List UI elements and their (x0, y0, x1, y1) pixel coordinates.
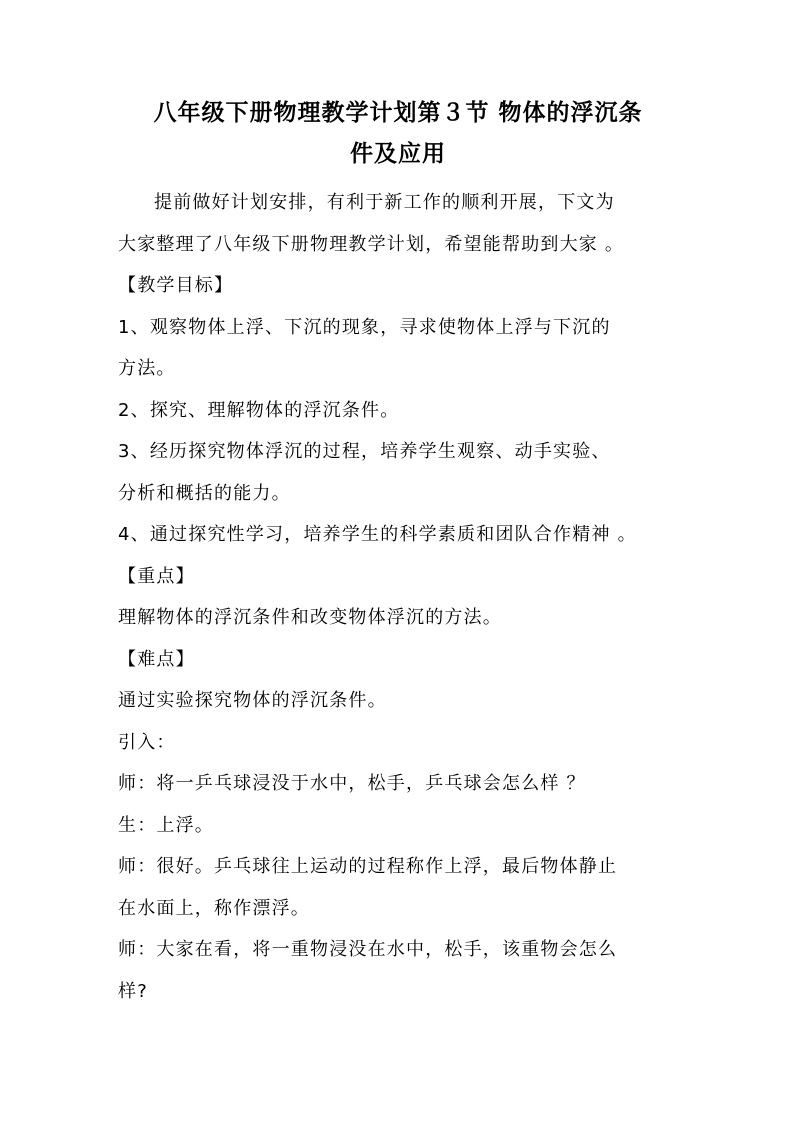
intro-paragraph-line-2: 大家整理了八年级下册物理教学计划，希望能帮助到大家 。 (118, 233, 625, 255)
dialogue-line-3a: 师：很好。乒乓球往上运动的过程称作上浮，最后物体静止 (118, 856, 618, 877)
section-heading-objectives: 【教学目标】 (118, 275, 234, 296)
objective-3-line-1: 3、经历探究物体浮沉的过程，培养学生观察、动手实验、 (118, 441, 611, 462)
section-heading-key-points: 【重点】 (118, 565, 195, 587)
objective-2: 2、探究、理解物体的浮沉条件。 (118, 399, 400, 421)
dialogue-line-1: 师：将一乒乓球浸没于水中，松手，乒乓球会怎么样 ？ (118, 773, 586, 794)
dialogue-line-4a: 师：大家在看，将一重物浸没在水中，松手，该重物会怎么 (118, 939, 618, 960)
document-title (118, 92, 678, 174)
dialogue-line-3b: 在水面上，称作漂浮。 (118, 897, 310, 919)
dialogue-line-2: 生：上浮。 (118, 814, 214, 836)
document-page (118, 92, 678, 1012)
objective-1-line-1: 1、观察物体上浮、下沉的现象，寻求使物体上浮与下沉的 (118, 316, 611, 338)
objective-1-line-2: 方法。 (118, 358, 176, 379)
section-heading-difficulties: 【难点】 (118, 648, 195, 670)
key-points-text: 理解物体的浮沉条件和改变物体浮沉的方法。 (118, 607, 502, 628)
document-body (118, 182, 678, 1012)
objective-3-line-2: 分析和概括的能力。 (118, 482, 291, 504)
section-heading-introduction: 引入： (118, 731, 176, 753)
difficulties-text: 通过实验探究物体的浮沉条件。 (118, 690, 387, 711)
title-line-2: 件及应用 (350, 140, 446, 167)
intro-paragraph-line-1: 提前做好计划安排，有利于新工作的顺利开展，下文为 (154, 192, 615, 213)
objective-4: 4、通过探究性学习，培养学生的科学素质和团队合作精神 。 (118, 524, 637, 545)
title-line-1: 八年级下册物理教学计划第３节 物体的浮沉条 (153, 99, 643, 126)
dialogue-line-4b: 样? (118, 980, 148, 1002)
